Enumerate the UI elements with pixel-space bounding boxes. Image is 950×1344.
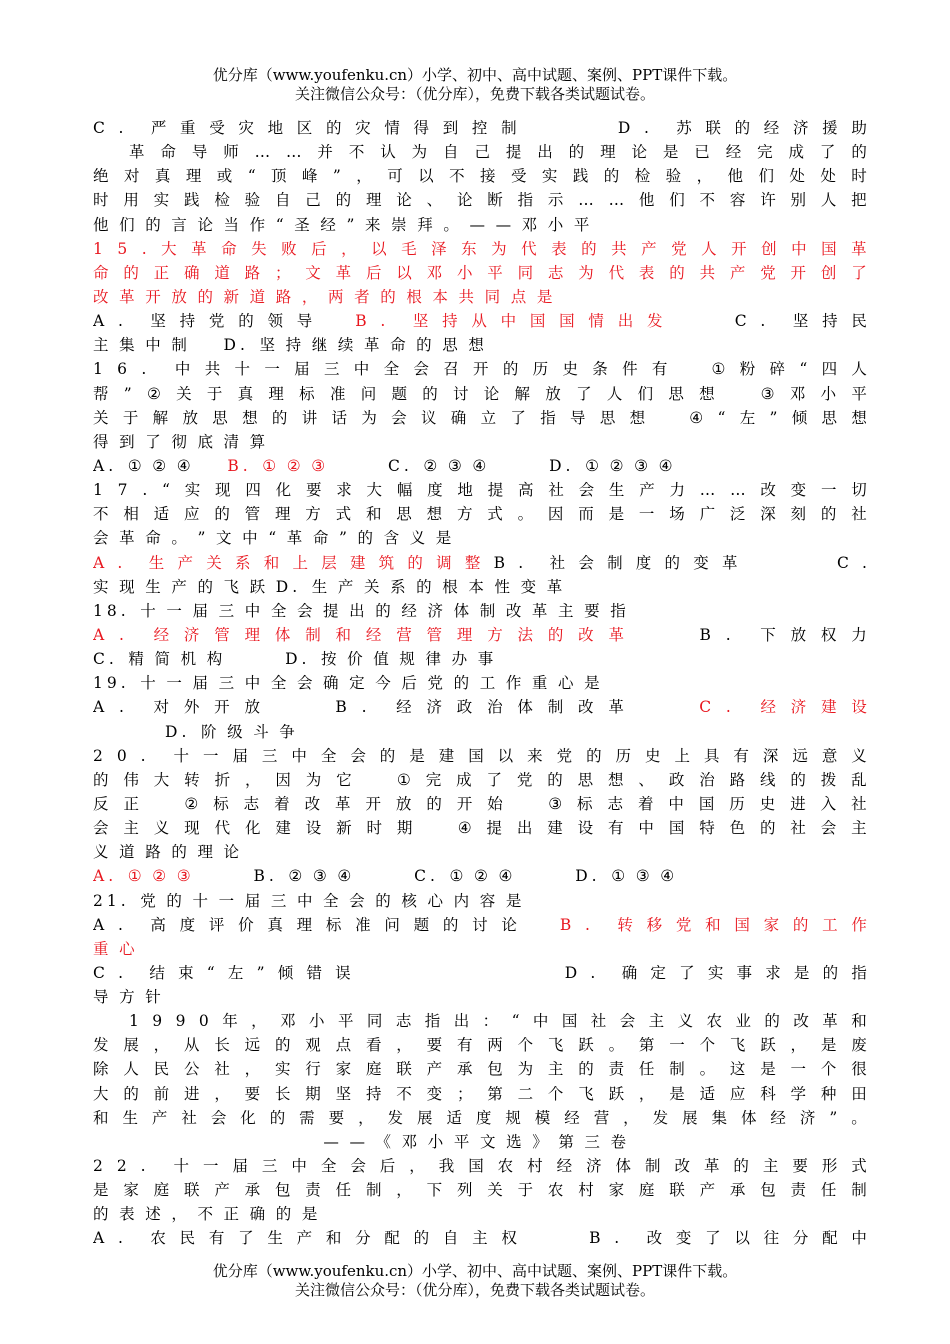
document-line: 1 9 . 十 一 届 三 中 全 会 确 定 今 后 党 的 工 作 重 心 是 [93,674,600,693]
document-line: 反 正 ② 标 志 着 改 革 开 放 的 开 始 ③ 标 志 着 中 国 历 史 进 入 社 [93,794,867,813]
page-header [0,66,950,104]
document-line: 时 用 实 践 检 验 自 己 的 理 论 、 论 断 指 示 … … 他 们 不 容 许 别 人 把 [93,191,867,210]
document-line: 和 生 产 社 会 化 的 需 要 ， 发 展 适 度 规 模 经 营 ， 发 展 集 体 经 济 ” 。 [93,1108,867,1127]
document-line: — — 《 邓 小 平 文 选 》 第 三 卷 [323,1132,627,1151]
document-line: 改 革 开 放 的 新 道 路 ， 两 者 的 根 本 共 同 点 是 [93,287,553,306]
document-line: 1 7 . “ 实 现 四 化 要 求 大 幅 度 地 提 高 社 会 生 产 力 … … 改 变 一 切 [93,481,867,500]
document-line: 是 家 庭 联 产 承 包 责 任 制 ， 下 列 关 于 农 村 家 庭 联 产 承 包 责 任 制 [93,1181,867,1200]
document-line: 关 于 解 放 思 想 的 讲 话 为 会 议 确 立 了 指 导 思 想 ④ “ 左 ” 倾 思 想 [93,408,867,427]
page-footer [0,1262,950,1300]
footer-line-1: 优分库（www.youfenku.cn）小学、初中、高中试题、案例、PPT课件下载。 [212,1262,738,1280]
document-line: A . 坚 持 党 的 领 导 B . 坚 持 从 中 国 国 情 出 发 C . 坚 持 民 [93,312,867,331]
document-line: A . 农 民 有 了 生 产 和 分 配 的 自 主 权 B . 改 变 了 以 往 分 配 中 [93,1229,867,1248]
document-line: 会 革 命 。 ” 文 中 “ 革 命 ” 的 含 义 是 [93,529,452,548]
document-line: 革 命 导 师 … … 并 不 认 为 自 己 提 出 的 理 论 是 已 经 完 成 了 的 [129,143,867,162]
document-line: C . 结 束 “ 左 ” 倾 错 误 D . 确 定 了 实 事 求 是 的 指 [93,963,867,982]
document-line: 不 相 适 应 的 管 理 方 式 和 思 想 方 式 。 因 而 是 一 场 广 泛 深 刻 的 社 [93,505,867,524]
document-line: D . 阶 级 斗 争 [165,722,295,741]
document-line: A . 对 外 开 放 B . 经 济 政 治 体 制 改 革 C . 经 济 建 设 [93,698,867,717]
document-line: A . ① ② ④ B . ① ② ③ C . ② ③ ④ D . ① ② ③ ④ [93,456,673,475]
document-line: 除 人 民 公 社 ， 实 行 家 庭 联 产 承 包 为 主 的 责 任 制 。 这 是 一 个 很 [93,1060,867,1079]
document-line: 1 6 . 中 共 十 一 届 三 中 全 会 召 开 的 历 史 条 件 有 ① 粉 碎 “ 四 人 [93,360,867,379]
footer-line-2: 关注微信公众号：（优分库），免费下载各类试题试卷。 [294,1281,655,1299]
document-line: 1 5 . 大 革 命 失 败 后 ， 以 毛 泽 东 为 代 表 的 共 产 党 人 开 创 中 国 革 [93,239,867,258]
document-line: A . ① ② ③ B . ② ③ ④ C . ① ② ④ D . ① ③ ④ [93,867,675,886]
document-line: 帮 ” ② 关 于 真 理 标 准 问 题 的 讨 论 解 放 了 人 们 思 想 ③ 邓 小 平 [93,384,867,403]
document-line: 重 心 [93,939,135,958]
document-line: 实 现 生 产 的 飞 跃 D . 生 产 关 系 的 根 本 性 变 革 [93,577,563,596]
document-body [93,116,867,1251]
document-line: 2 2 . 十 一 届 三 中 全 会 后 ， 我 国 农 村 经 济 体 制 改 革 的 主 要 形 式 [93,1157,867,1176]
document-line: 的 表 述 ， 不 正 确 的 是 [93,1205,318,1224]
header-line-1: 优分库（www.youfenku.cn）小学、初中、高中试题、案例、PPT课件下载。 [212,66,738,84]
document-line: 的 伟 大 转 折 ， 因 为 它 ① 完 成 了 党 的 思 想 、 政 治 路 线 的 拨 乱 [93,770,867,789]
document-line: 会 主 义 现 代 化 建 设 新 时 期 ④ 提 出 建 设 有 中 国 特 色 的 社 会 主 [93,819,867,838]
document-line: 主 集 中 制 D . 坚 持 继 续 革 命 的 思 想 [93,336,484,355]
document-line: 1 9 9 0 年 ， 邓 小 平 同 志 指 出 ： “ 中 国 社 会 主 义 农 业 的 改 革 和 [129,1012,867,1031]
document-line: 2 1 . 党 的 十 一 届 三 中 全 会 的 核 心 内 容 是 [93,891,522,910]
document-line: 大 的 前 进 ， 要 长 期 坚 持 不 变 ； 第 二 个 飞 跃 ， 是 适 应 科 学 种 田 [93,1084,867,1103]
document-line: C . 严 重 受 灾 地 区 的 灾 情 得 到 控 制 D . 苏 联 的 经 济 援 助 [93,119,867,137]
document-line: 1 8 . 十 一 届 三 中 全 会 提 出 的 经 济 体 制 改 革 主 要 指 [93,601,626,620]
document-line: A . 经 济 管 理 体 制 和 经 营 管 理 方 法 的 改 革 B . 下 放 权 力 [93,625,867,644]
document-line: 导 方 针 [93,988,161,1007]
document-line: A . 生 产 关 系 和 上 层 建 筑 的 调 整 B . 社 会 制 度 的 变 革 C . [93,553,867,572]
document-line: 绝 对 真 理 或 “ 顶 峰 ” ， 可 以 不 接 受 实 践 的 检 验 ， 他 们 处 处 时 [93,167,867,186]
document-line: 他 们 的 言 论 当 作 “ 圣 经 ” 来 崇 拜 。 — — 邓 小 平 [93,215,590,234]
document-line: A . 高 度 评 价 真 理 标 准 问 题 的 讨 论 B . 转 移 党 和 国 家 的 工 作 [93,915,867,934]
header-line-2: 关注微信公众号：（优分库），免费下载各类试题试卷。 [294,85,655,103]
document-line: 命 的 正 确 道 路 ； 文 革 后 以 邓 小 平 同 志 为 代 表 的 共 产 党 开 创 了 [93,263,867,282]
document-line: 发 展 ， 从 长 远 的 观 点 看 ， 要 有 两 个 飞 跃 。 第 一 个 飞 跃 ， 是 废 [93,1036,867,1055]
document-line: 义 道 路 的 理 论 [93,843,240,862]
document-line: 2 0 . 十 一 届 三 中 全 会 的 是 建 国 以 来 党 的 历 史 上 具 有 深 远 意 义 [93,746,867,765]
document-line: 得 到 了 彻 底 清 算 [93,432,266,451]
document-line: C . 精 简 机 构 D . 按 价 值 规 律 办 事 [93,650,494,669]
